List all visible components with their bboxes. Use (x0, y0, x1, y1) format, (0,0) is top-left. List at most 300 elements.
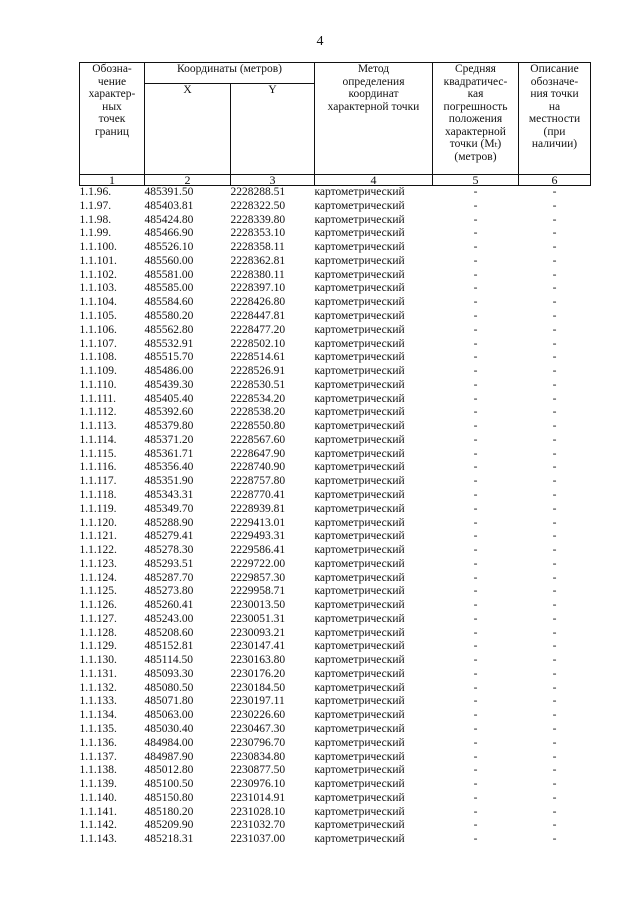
precision-cell: - (473, 709, 478, 722)
y-coordinate: 2230226.60 (230, 709, 286, 722)
point-id: 1.1.108. (79, 351, 117, 364)
method-cell: картометрический (314, 736, 405, 749)
column-number: 5 (433, 175, 519, 186)
method-cell: картометрический (314, 475, 405, 488)
precision-cell: - (473, 378, 478, 391)
x-coordinate: 485208.60 (144, 626, 194, 639)
point-id: 1.1.116. (79, 461, 117, 474)
y-coordinate: 2228362.81 (230, 254, 286, 267)
method-cell: картометрический (314, 626, 405, 639)
point-id: 1.1.131. (79, 667, 117, 680)
table-row (80, 682, 591, 696)
precision-cell: - (473, 626, 478, 639)
description-cell: - (552, 544, 557, 557)
method-cell: картометрический (314, 722, 405, 735)
description-cell: - (552, 351, 557, 364)
table-row (80, 379, 591, 393)
y-coordinate: 2230467.30 (230, 722, 286, 735)
point-id: 1.1.120. (79, 516, 117, 529)
table-row (80, 530, 591, 544)
precision-cell: - (473, 406, 478, 419)
header-coordinates: Координаты (метров) (145, 63, 315, 84)
method-cell: картометрический (314, 640, 405, 653)
table-body (80, 186, 591, 847)
y-coordinate: 2231028.10 (230, 805, 286, 818)
description-cell: - (552, 488, 557, 501)
method-cell: картометрический (314, 571, 405, 584)
method-cell: картометрический (314, 241, 405, 254)
point-id: 1.1.100. (79, 241, 117, 254)
x-coordinate: 484984.00 (144, 736, 194, 749)
table-row (80, 544, 591, 558)
precision-cell: - (473, 420, 478, 433)
precision-cell: - (473, 447, 478, 460)
point-id: 1.1.132. (79, 681, 117, 694)
method-cell: картометрический (314, 750, 405, 763)
precision-cell: - (473, 819, 478, 832)
precision-cell: - (473, 502, 478, 515)
precision-cell: - (473, 654, 478, 667)
description-cell: - (552, 227, 557, 240)
description-cell: - (552, 365, 557, 378)
point-id: 1.1.103. (79, 282, 117, 295)
point-id: 1.1.142. (79, 819, 117, 832)
y-coordinate: 2228530.51 (230, 378, 286, 391)
method-cell: картометрический (314, 667, 405, 680)
point-id: 1.1.105. (79, 310, 117, 323)
table-row (80, 186, 591, 200)
point-id: 1.1.122. (79, 544, 117, 557)
method-cell: картометрический (314, 420, 405, 433)
table-row (80, 337, 591, 351)
x-coordinate: 485392.60 (144, 406, 194, 419)
x-coordinate: 485218.31 (144, 833, 194, 846)
x-coordinate: 485581.00 (144, 268, 194, 281)
description-cell: - (552, 571, 557, 584)
method-cell: картометрический (314, 282, 405, 295)
description-cell: - (552, 667, 557, 680)
x-coordinate: 485012.80 (144, 764, 194, 777)
table-row (80, 461, 591, 475)
table-row (80, 296, 591, 310)
precision-cell: - (473, 695, 478, 708)
point-id: 1.1.129. (79, 640, 117, 653)
description-cell: - (552, 805, 557, 818)
header-x: X (145, 84, 231, 175)
precision-cell: - (473, 736, 478, 749)
x-coordinate: 485343.31 (144, 488, 194, 501)
point-id: 1.1.125. (79, 585, 117, 598)
description-cell: - (552, 516, 557, 529)
y-coordinate: 2228339.80 (230, 213, 286, 226)
method-cell: картометрический (314, 516, 405, 529)
point-id: 1.1.117. (79, 475, 117, 488)
x-coordinate: 485114.50 (144, 654, 193, 667)
point-id: 1.1.107. (79, 337, 117, 350)
coordinates-table (79, 62, 591, 847)
table-row (80, 365, 591, 379)
point-id: 1.1.141. (79, 805, 117, 818)
y-coordinate: 2228426.80 (230, 296, 286, 309)
description-cell: - (552, 254, 557, 267)
y-coordinate: 2230197.11 (230, 695, 285, 708)
point-id: 1.1.98. (79, 213, 112, 226)
table-row (80, 324, 591, 338)
table-row (80, 668, 591, 682)
point-id: 1.1.118. (79, 488, 117, 501)
method-cell: картометрический (314, 791, 405, 804)
table-row (80, 792, 591, 806)
point-id: 1.1.126. (79, 599, 117, 612)
x-coordinate: 485371.20 (144, 433, 194, 446)
point-id: 1.1.133. (79, 695, 117, 708)
method-cell: картометрический (314, 186, 405, 199)
x-coordinate: 485486.00 (144, 365, 194, 378)
y-coordinate: 2228322.50 (230, 199, 286, 212)
x-coordinate: 485279.41 (144, 530, 194, 543)
precision-cell: - (473, 254, 478, 267)
description-cell: - (552, 750, 557, 763)
header-description: Описание обозначе- ния точки на местности (при наличии) (519, 63, 591, 175)
description-cell: - (552, 640, 557, 653)
method-cell: картометрический (314, 530, 405, 543)
table-row (80, 489, 591, 503)
method-cell: картометрический (314, 296, 405, 309)
y-coordinate: 2228538.20 (230, 406, 286, 419)
method-cell: картометрический (314, 488, 405, 501)
y-coordinate: 2229413.01 (230, 516, 286, 529)
header-precision: Средняя квадратичес- кая погрешность положения характерной точки (Mₜ) (метров) (433, 63, 519, 175)
y-coordinate: 2228939.81 (230, 502, 286, 515)
precision-cell: - (473, 365, 478, 378)
page-number: 4 (316, 34, 324, 49)
x-coordinate: 485424.80 (144, 213, 194, 226)
point-id: 1.1.113. (79, 420, 117, 433)
precision-cell: - (473, 392, 478, 405)
y-coordinate: 2228380.11 (230, 268, 285, 281)
x-coordinate: 485100.50 (144, 778, 194, 791)
y-coordinate: 2230834.80 (230, 750, 286, 763)
x-coordinate: 485260.41 (144, 599, 194, 612)
point-id: 1.1.102. (79, 268, 117, 281)
precision-cell: - (473, 544, 478, 557)
table-row (80, 640, 591, 654)
precision-cell: - (473, 213, 478, 226)
description-cell: - (552, 337, 557, 350)
method-cell: картометрический (314, 406, 405, 419)
x-coordinate: 485532.91 (144, 337, 194, 350)
table-row (80, 737, 591, 751)
point-id: 1.1.134. (79, 709, 117, 722)
y-coordinate: 2229493.31 (230, 530, 286, 543)
description-cell: - (552, 695, 557, 708)
x-coordinate: 485562.80 (144, 323, 194, 336)
description-cell: - (552, 778, 557, 791)
point-id: 1.1.123. (79, 557, 117, 570)
precision-cell: - (473, 571, 478, 584)
point-id: 1.1.140. (79, 791, 117, 804)
method-cell: картометрический (314, 695, 405, 708)
method-cell: картометрический (314, 599, 405, 612)
table-row (80, 392, 591, 406)
y-coordinate: 2228567.60 (230, 433, 286, 446)
table-row (80, 805, 591, 819)
x-coordinate: 485063.00 (144, 709, 194, 722)
precision-cell: - (473, 516, 478, 529)
y-coordinate: 2228740.90 (230, 461, 286, 474)
point-id: 1.1.99. (79, 227, 112, 240)
y-coordinate: 2230877.50 (230, 764, 286, 777)
point-id: 1.1.127. (79, 612, 117, 625)
column-number: 2 (145, 175, 231, 186)
point-id: 1.1.110. (79, 378, 117, 391)
y-coordinate: 2228447.81 (230, 310, 286, 323)
y-coordinate: 2231032.70 (230, 819, 286, 832)
table-row (80, 448, 591, 462)
description-cell: - (552, 722, 557, 735)
precision-cell: - (473, 351, 478, 364)
point-id: 1.1.114. (79, 433, 117, 446)
x-coordinate: 485287.70 (144, 571, 194, 584)
point-id: 1.1.136. (79, 736, 117, 749)
point-id: 1.1.112. (79, 406, 117, 419)
method-cell: картометрический (314, 213, 405, 226)
x-coordinate: 485080.50 (144, 681, 194, 694)
x-coordinate: 485379.80 (144, 420, 194, 433)
x-coordinate: 485273.80 (144, 585, 194, 598)
precision-cell: - (473, 337, 478, 350)
point-id: 1.1.111. (79, 392, 117, 405)
precision-cell: - (473, 461, 478, 474)
precision-cell: - (473, 833, 478, 846)
description-cell: - (552, 833, 557, 846)
y-coordinate: 2230976.10 (230, 778, 286, 791)
x-coordinate: 485560.00 (144, 254, 194, 267)
precision-cell: - (473, 433, 478, 446)
description-cell: - (552, 791, 557, 804)
precision-cell: - (473, 805, 478, 818)
point-id: 1.1.124. (79, 571, 117, 584)
point-id: 1.1.130. (79, 654, 117, 667)
point-id: 1.1.138. (79, 764, 117, 777)
method-cell: картометрический (314, 764, 405, 777)
point-id: 1.1.104. (79, 296, 117, 309)
y-coordinate: 2230093.21 (230, 626, 286, 639)
x-coordinate: 485180.20 (144, 805, 194, 818)
precision-cell: - (473, 475, 478, 488)
column-number: 3 (231, 175, 315, 186)
precision-cell: - (473, 282, 478, 295)
table-row (80, 599, 591, 613)
description-cell: - (552, 585, 557, 598)
y-coordinate: 2229586.41 (230, 544, 286, 557)
precision-cell: - (473, 640, 478, 653)
method-cell: картометрический (314, 461, 405, 474)
method-cell: картометрический (314, 310, 405, 323)
method-cell: картометрический (314, 199, 405, 212)
y-coordinate: 2231014.91 (230, 791, 286, 804)
description-cell: - (552, 213, 557, 226)
point-id: 1.1.115. (79, 447, 117, 460)
y-coordinate: 2228353.10 (230, 227, 286, 240)
table-row (80, 214, 591, 228)
x-coordinate: 485391.50 (144, 186, 194, 199)
x-coordinate: 485288.90 (144, 516, 194, 529)
y-coordinate: 2228477.20 (230, 323, 286, 336)
table-row (80, 255, 591, 269)
header-y: Y (231, 84, 315, 175)
precision-cell: - (473, 268, 478, 281)
table-row (80, 241, 591, 255)
description-cell: - (552, 310, 557, 323)
method-cell: картометрический (314, 447, 405, 460)
y-coordinate: 2228526.91 (230, 365, 286, 378)
table-row (80, 723, 591, 737)
description-cell: - (552, 764, 557, 777)
method-cell: картометрический (314, 819, 405, 832)
point-id: 1.1.119. (79, 502, 117, 515)
y-coordinate: 2229958.71 (230, 585, 286, 598)
y-coordinate: 2230796.70 (230, 736, 286, 749)
method-cell: картометрический (314, 502, 405, 515)
y-coordinate: 2230147.41 (230, 640, 286, 653)
precision-cell: - (473, 681, 478, 694)
x-coordinate: 485243.00 (144, 612, 194, 625)
table-row (80, 475, 591, 489)
precision-cell: - (473, 186, 478, 199)
x-coordinate: 485209.90 (144, 819, 194, 832)
table-row (80, 558, 591, 572)
y-coordinate: 2228534.20 (230, 392, 286, 405)
table-row (80, 200, 591, 214)
method-cell: картометрический (314, 227, 405, 240)
table-row (80, 434, 591, 448)
table-row (80, 764, 591, 778)
precision-cell: - (473, 310, 478, 323)
table-row (80, 282, 591, 296)
table-row (80, 269, 591, 283)
method-cell: картометрический (314, 337, 405, 350)
description-cell: - (552, 420, 557, 433)
description-cell: - (552, 681, 557, 694)
point-id: 1.1.135. (79, 722, 117, 735)
method-cell: картометрический (314, 392, 405, 405)
y-coordinate: 2228502.10 (230, 337, 286, 350)
table-row (80, 750, 591, 764)
table-row (80, 778, 591, 792)
x-coordinate: 485351.90 (144, 475, 194, 488)
precision-cell: - (473, 585, 478, 598)
header-method: Метод определения координат характерной точки (315, 63, 433, 175)
description-cell: - (552, 282, 557, 295)
method-cell: картометрический (314, 268, 405, 281)
precision-cell: - (473, 722, 478, 735)
method-cell: картометрический (314, 778, 405, 791)
description-cell: - (552, 502, 557, 515)
method-cell: картометрический (314, 323, 405, 336)
table-row (80, 695, 591, 709)
table-row (80, 571, 591, 585)
description-cell: - (552, 654, 557, 667)
y-coordinate: 2230184.50 (230, 681, 286, 694)
y-coordinate: 2228647.90 (230, 447, 286, 460)
method-cell: картометрический (314, 433, 405, 446)
method-cell: картометрический (314, 254, 405, 267)
x-coordinate: 485466.90 (144, 227, 194, 240)
y-coordinate: 2228288.51 (230, 186, 286, 199)
x-coordinate: 485585.00 (144, 282, 194, 295)
description-cell: - (552, 268, 557, 281)
description-cell: - (552, 433, 557, 446)
column-number-row (80, 175, 591, 186)
method-cell: картометрический (314, 544, 405, 557)
method-cell: картометрический (314, 378, 405, 391)
description-cell: - (552, 612, 557, 625)
x-coordinate: 485356.40 (144, 461, 194, 474)
y-coordinate: 2229857.30 (230, 571, 286, 584)
precision-cell: - (473, 667, 478, 680)
x-coordinate: 485093.30 (144, 667, 194, 680)
precision-cell: - (473, 750, 478, 763)
description-cell: - (552, 199, 557, 212)
precision-cell: - (473, 612, 478, 625)
column-number: 1 (80, 175, 145, 186)
method-cell: картометрический (314, 654, 405, 667)
precision-cell: - (473, 323, 478, 336)
description-cell: - (552, 530, 557, 543)
table-row (80, 420, 591, 434)
precision-cell: - (473, 599, 478, 612)
point-id: 1.1.101. (79, 254, 117, 267)
table-row (80, 833, 591, 847)
column-number: 6 (519, 175, 591, 186)
table-row (80, 627, 591, 641)
method-cell: картометрический (314, 585, 405, 598)
column-number: 4 (315, 175, 433, 186)
x-coordinate: 485150.80 (144, 791, 194, 804)
table-row (80, 819, 591, 833)
description-cell: - (552, 461, 557, 474)
description-cell: - (552, 447, 557, 460)
header-point-designation: Обозна- чение характер- ных точек границ (80, 63, 145, 175)
description-cell: - (552, 475, 557, 488)
y-coordinate: 2228757.80 (230, 475, 286, 488)
table-row (80, 709, 591, 723)
x-coordinate: 485278.30 (144, 544, 194, 557)
method-cell: картометрический (314, 805, 405, 818)
precision-cell: - (473, 557, 478, 570)
x-coordinate: 485580.20 (144, 310, 194, 323)
y-coordinate: 2228514.61 (230, 351, 286, 364)
description-cell: - (552, 186, 557, 199)
method-cell: картометрический (314, 833, 405, 846)
method-cell: картометрический (314, 351, 405, 364)
x-coordinate: 485071.80 (144, 695, 194, 708)
point-id: 1.1.128. (79, 626, 117, 639)
point-id: 1.1.109. (79, 365, 117, 378)
description-cell: - (552, 406, 557, 419)
point-id: 1.1.96. (79, 186, 112, 199)
point-id: 1.1.137. (79, 750, 117, 763)
x-coordinate: 485152.81 (144, 640, 194, 653)
y-coordinate: 2228358.11 (230, 241, 285, 254)
description-cell: - (552, 378, 557, 391)
y-coordinate: 2229722.00 (230, 557, 286, 570)
precision-cell: - (473, 199, 478, 212)
x-coordinate: 485515.70 (144, 351, 194, 364)
description-cell: - (552, 709, 557, 722)
description-cell: - (552, 323, 557, 336)
